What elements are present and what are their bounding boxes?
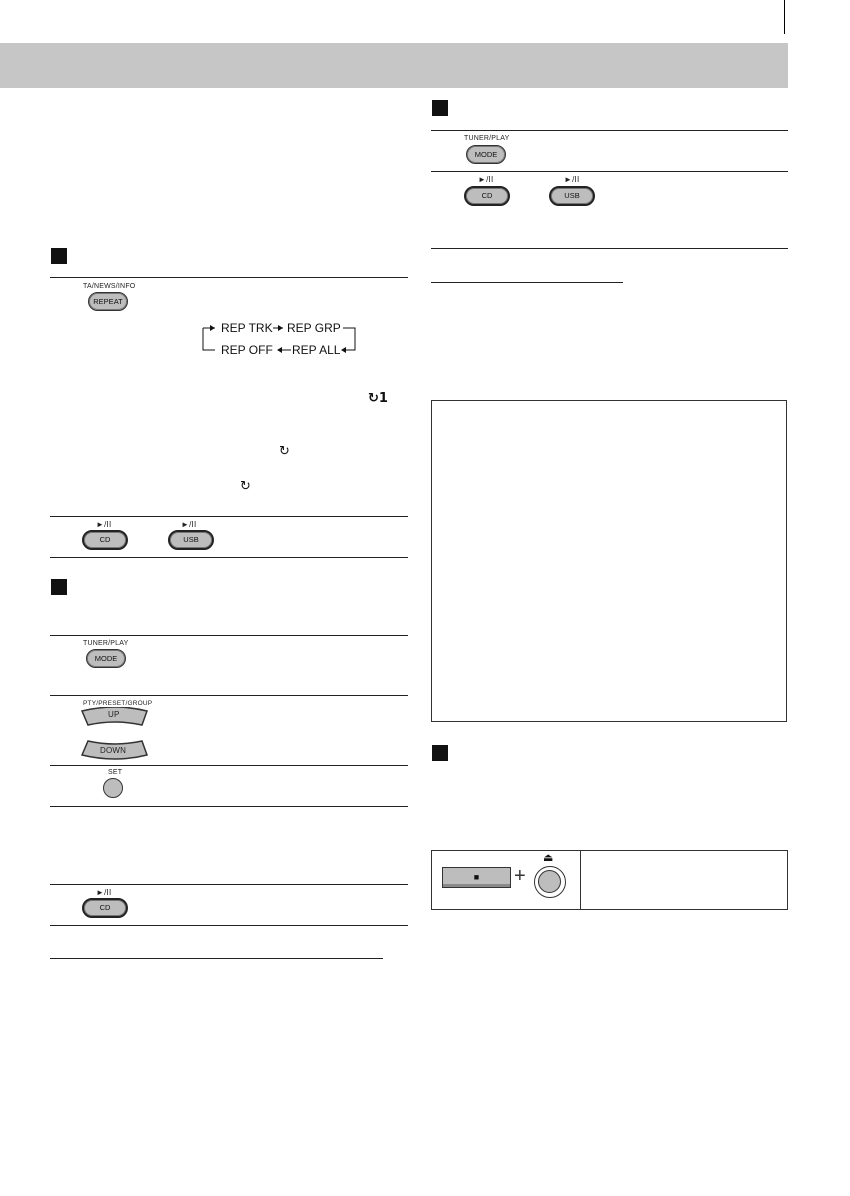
play-pause-icon: ►/II [96,888,112,897]
underline [50,958,383,959]
divider [50,635,408,636]
flow-arrow-4 [277,347,282,353]
set-label: SET [108,769,123,776]
divider [50,695,408,696]
note-box [431,400,787,722]
down-button[interactable]: DOWN [100,746,127,755]
repeat-all-icon: ↻ [240,479,251,494]
repeat-button[interactable]: REPEAT [88,292,128,311]
flow-rep-all: REP ALL [292,343,341,357]
pty-preset-group-label: PTY/PRESET/GROUP [83,700,153,707]
flow-rep-trk: REP TRK [221,321,273,335]
divider [50,925,408,926]
cd-button[interactable]: CD [82,530,128,550]
up-button[interactable]: UP [108,710,120,719]
section-marker-repeat [51,248,67,264]
usb-button[interactable]: USB [168,530,214,550]
mode-button[interactable]: MODE [86,649,126,668]
tuner-play-label: TUNER/PLAY [464,135,510,142]
crop-mark [784,0,785,34]
eject-button-core [538,870,561,893]
divider [50,806,408,807]
divider [431,171,788,172]
flow-line-right [343,328,355,350]
divider [431,248,788,249]
button-combo-box [431,850,788,910]
eject-button[interactable] [534,866,566,898]
combo-divider [580,851,581,909]
usb-button[interactable]: USB [549,186,595,206]
play-pause-icon: ►/II [564,175,580,184]
eject-icon: ⏏ [543,852,554,864]
flow-line-left [203,328,215,350]
section-marker-playback [432,100,448,116]
divider [431,130,788,131]
underline [431,282,623,283]
cd-button[interactable]: CD [82,898,128,918]
mode-button[interactable]: MODE [466,145,506,164]
set-button[interactable] [103,778,123,798]
stop-button[interactable]: ■ [442,867,511,888]
section-marker-lock [432,745,448,761]
divider [50,884,408,885]
header-band [0,43,788,88]
ta-news-info-label: TA/NEWS/INFO [83,283,136,290]
divider [50,277,408,278]
divider [50,765,408,766]
plus-icon: + [514,865,526,887]
repeat-group-icon: ↻ [279,444,290,459]
play-pause-icon: ►/II [96,520,112,529]
divider [50,557,408,558]
flow-arrow-1 [210,325,215,331]
section-marker-program [51,579,67,595]
divider [50,516,408,517]
tuner-play-label: TUNER/PLAY [83,640,129,647]
play-pause-icon: ►/II [181,520,197,529]
cd-button[interactable]: CD [464,186,510,206]
repeat-one-icon: ↻1 [368,391,388,406]
flow-rep-off: REP OFF [221,343,273,357]
play-pause-icon: ►/II [478,175,494,184]
flow-rep-grp: REP GRP [287,321,341,335]
flow-arrow-3 [341,347,346,353]
